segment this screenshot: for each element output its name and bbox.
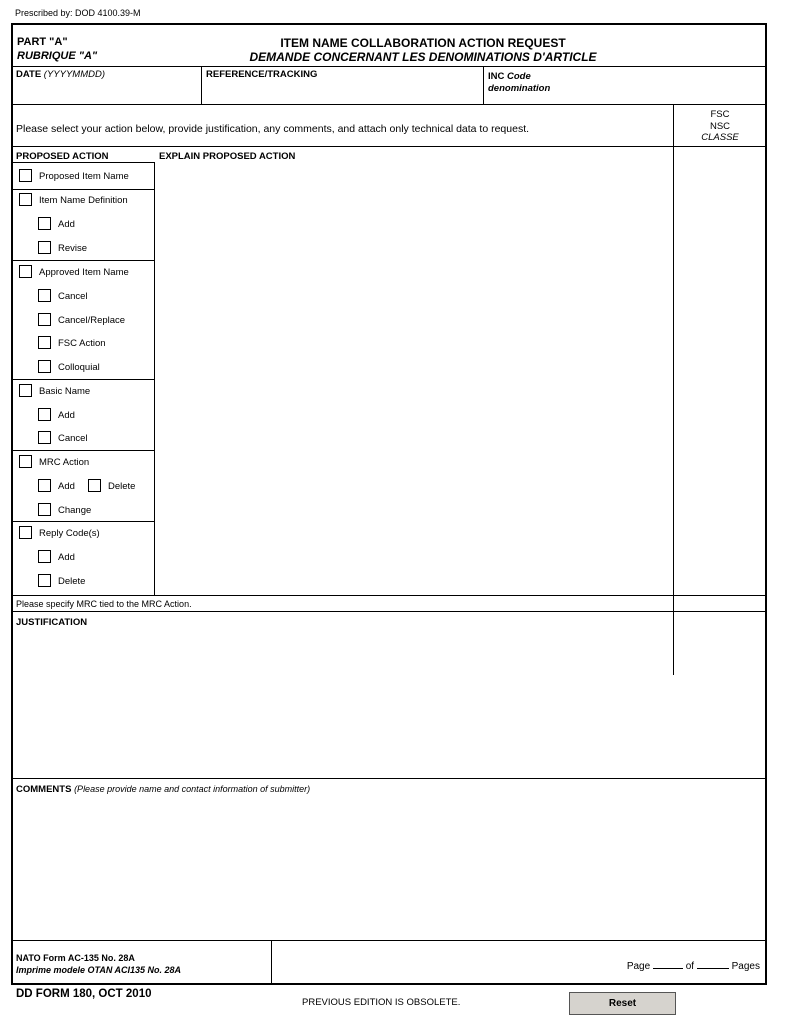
reply-codes-checkbox[interactable]	[19, 526, 32, 539]
obsolete-notice: PREVIOUS EDITION IS OBSOLETE.	[302, 997, 461, 1008]
rc-add-checkbox[interactable]	[38, 550, 51, 563]
comments-header	[16, 784, 310, 795]
mrc-add-checkbox[interactable]	[38, 479, 51, 492]
part-en: PART "A"	[17, 36, 68, 48]
comments-hint: (Please provide name and contact information of submitter)	[74, 784, 311, 794]
bn-add-label: Add	[58, 410, 75, 421]
justification-label: JUSTIFICATION	[16, 617, 88, 628]
fsc-label: FSC	[710, 109, 730, 120]
mrc-action-checkbox[interactable]	[19, 455, 32, 468]
inc-code: Code	[507, 71, 531, 82]
ind-revise-label: Revise	[58, 243, 88, 254]
ain-colloquial-checkbox[interactable]	[38, 360, 51, 373]
page-label: Page	[626, 961, 651, 972]
proposed-item-name-label: Proposed Item Name	[39, 171, 129, 182]
prescribed-by: Prescribed by: DOD 4100.39-M	[15, 8, 141, 18]
date-label: DATE	[16, 69, 42, 80]
of-label: of	[685, 961, 695, 972]
ind-add-label: Add	[58, 219, 75, 230]
ain-cancel-label: Cancel	[58, 291, 88, 302]
mrc-delete-label: Delete	[108, 481, 136, 492]
page-number-field[interactable]	[653, 959, 683, 969]
explain-proposed-action-field[interactable]	[156, 163, 672, 594]
total-pages-field[interactable]	[697, 959, 729, 969]
date-format: (YYYYMMDD)	[43, 69, 106, 80]
ain-cancel-replace-checkbox[interactable]	[38, 313, 51, 326]
inc-denomination: denomination	[488, 83, 551, 94]
ind-revise-checkbox[interactable]	[38, 241, 51, 254]
item-name-definition-checkbox[interactable]	[19, 193, 32, 206]
nato-form-fr: Imprime modele OTAN ACI135 No. 28A	[16, 965, 182, 975]
date-field[interactable]	[16, 69, 105, 80]
fsc-field[interactable]	[675, 147, 765, 594]
comments-label: COMMENTS	[16, 784, 72, 795]
fsc-header	[675, 109, 765, 144]
mrc-note: Please specify MRC tied to the MRC Action.	[16, 599, 192, 609]
ain-fsc-action-label: FSC Action	[58, 338, 106, 349]
approved-item-name-checkbox[interactable]	[19, 265, 32, 278]
nato-form-en: NATO Form AC-135 No. 28A	[16, 953, 135, 963]
basic-name-checkbox[interactable]	[19, 384, 32, 397]
title-en: ITEM NAME COLLABORATION ACTION REQUEST	[280, 36, 566, 50]
reply-codes-label: Reply Code(s)	[39, 528, 100, 539]
form-number: DD FORM 180, OCT 2010	[16, 988, 152, 1000]
item-name-definition-label: Item Name Definition	[39, 195, 128, 206]
ain-fsc-action-checkbox[interactable]	[38, 336, 51, 349]
bn-cancel-label: Cancel	[58, 433, 88, 444]
classe-label: CLASSE	[701, 132, 739, 143]
inc-label: INC	[488, 71, 505, 82]
explain-proposed-action-header: EXPLAIN PROPOSED ACTION	[159, 151, 296, 162]
ain-colloquial-label: Colloquial	[58, 362, 100, 373]
mrc-change-checkbox[interactable]	[38, 503, 51, 516]
inc-field[interactable]	[488, 71, 550, 95]
basic-name-label: Basic Name	[39, 386, 91, 397]
proposed-item-name-checkbox[interactable]	[19, 169, 32, 182]
pages-label: Pages	[731, 961, 760, 972]
rc-add-label: Add	[58, 552, 75, 563]
justification-field[interactable]	[16, 631, 764, 775]
mrc-add-label: Add	[58, 481, 75, 492]
form-frame	[11, 23, 767, 985]
part-fr: RUBRIQUE "A"	[17, 50, 98, 62]
rc-delete-label: Delete	[58, 576, 86, 587]
title-fr: DEMANDE CONCERNANT LES DENOMINATIONS D'ARTICLE	[249, 50, 597, 64]
bn-cancel-checkbox[interactable]	[38, 431, 51, 444]
comments-field[interactable]	[16, 798, 764, 938]
ind-add-checkbox[interactable]	[38, 217, 51, 230]
ain-cancel-checkbox[interactable]	[38, 289, 51, 302]
nsc-label: NSC	[709, 120, 731, 132]
reference-tracking-label: REFERENCE/TRACKING	[206, 69, 318, 80]
reset-button[interactable]: Reset	[569, 992, 676, 1015]
ain-cancel-replace-label: Cancel/Replace	[58, 315, 126, 326]
mrc-change-label: Change	[58, 505, 92, 516]
bn-add-checkbox[interactable]	[38, 408, 51, 421]
instruction-text: Please select your action below, provide justification, any comments, and attach only technical data to request.	[16, 123, 530, 135]
page-count	[627, 959, 760, 972]
rc-delete-checkbox[interactable]	[38, 574, 51, 587]
proposed-action-header: PROPOSED ACTION	[16, 151, 109, 162]
approved-item-name-label: Approved Item Name	[39, 267, 129, 278]
mrc-action-label: MRC Action	[39, 457, 90, 468]
mrc-delete-checkbox[interactable]	[88, 479, 101, 492]
